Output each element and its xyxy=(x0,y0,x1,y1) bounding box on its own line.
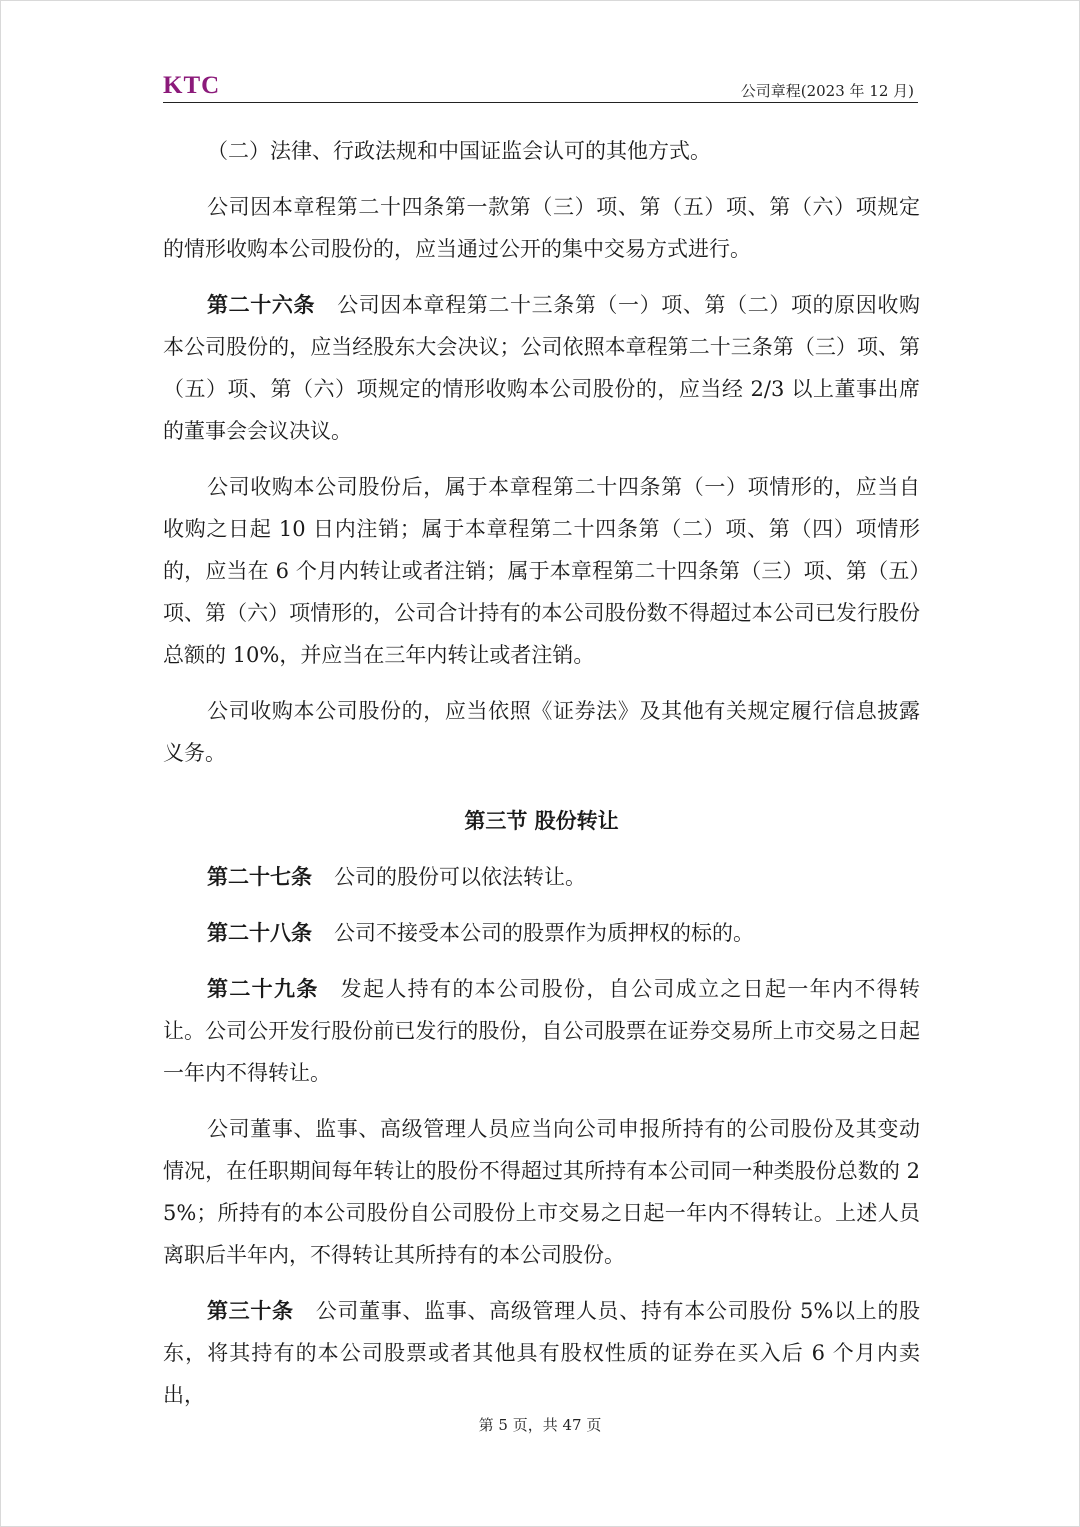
paragraph-text: 公司不接受本公司的股票作为质押权的标的。 xyxy=(334,921,754,945)
page-header xyxy=(163,70,918,103)
paragraph xyxy=(163,968,920,1094)
paragraph xyxy=(163,690,920,774)
article-number: 第三十条 xyxy=(207,1299,294,1323)
document-body xyxy=(163,130,920,1430)
paragraph-text: 公司的股份可以依法转让。 xyxy=(334,865,586,889)
article-number: 第二十九条 xyxy=(207,977,319,1001)
paragraph xyxy=(163,1108,920,1276)
paragraph-text: 公司因本章程第二十三条第（一）项、第（二）项的原因收购本公司股份的，应当经股东大会决议；公司依照本章程第二十三条第（三）项、第（五）项、第（六）项规定的情形收购本公司股份的，应当经 2/3 以上董事出席的董事会会议决议。 xyxy=(163,293,921,443)
section-title: 第三节 股份转让 xyxy=(464,809,619,833)
paragraph xyxy=(163,856,920,898)
paragraph-text: 公司董事、监事、高级管理人员、持有本公司股份 5%以上的股东，将其持有的本公司股票或者其他具有股权性质的证券在买入后 6 个月内卖出， xyxy=(163,1299,920,1407)
paragraph xyxy=(163,466,920,676)
paragraph-text: 公司收购本公司股份后，属于本章程第二十四条第（一）项情形的，应当自收购之日起 10 日内注销；属于本章程第二十四条第（二）项、第（四）项情形的，应当在 6 个月内转让或者注销；属于本章程第二十四条第（三）项、第（五）项、第（六）项情形的，公司合计持有的本公司股份数不得超过本公司已发行股份总额的 10%，并应当在三年内转让或者注销。 xyxy=(163,475,920,667)
paragraph-text: 公司董事、监事、高级管理人员应当向公司申报所持有的公司股份及其变动情况，在任职期间每年转让的股份不得超过其所持有本公司同一种类股份总数的 25%；所持有的本公司股份自公司股份上市交易之日起一年内不得转让。上述人员离职后半年内，不得转让其所持有的本公司股份。 xyxy=(163,1117,920,1267)
paragraph-text: 发起人持有的本公司股份，自公司成立之日起一年内不得转让。公司公开发行股份前已发行的股份，自公司股票在证券交易所上市交易之日起一年内不得转让。 xyxy=(163,977,921,1085)
page-footer: 第 5 页，共 47 页 xyxy=(478,1416,602,1434)
header-title: 公司章程(2023 年 12 月) xyxy=(740,82,914,100)
company-logo: KTC xyxy=(163,72,221,99)
paragraph xyxy=(163,284,920,452)
paragraph xyxy=(163,186,920,270)
paragraph-text: 公司因本章程第二十四条第一款第（三）项、第（五）项、第（六）项规定的情形收购本公司股份的，应当通过公开的集中交易方式进行。 xyxy=(163,195,920,261)
article-number: 第二十七条 xyxy=(207,865,312,889)
article-number: 第二十八条 xyxy=(207,921,312,945)
paragraph xyxy=(163,1290,920,1416)
paragraph-text: 公司收购本公司股份的，应当依照《证券法》及其他有关规定履行信息披露义务。 xyxy=(163,699,920,765)
paragraph-text: （二）法律、行政法规和中国证监会认可的其他方式。 xyxy=(207,139,711,163)
paragraph xyxy=(163,130,920,172)
paragraph xyxy=(163,912,920,954)
article-number: 第二十六条 xyxy=(207,293,316,317)
